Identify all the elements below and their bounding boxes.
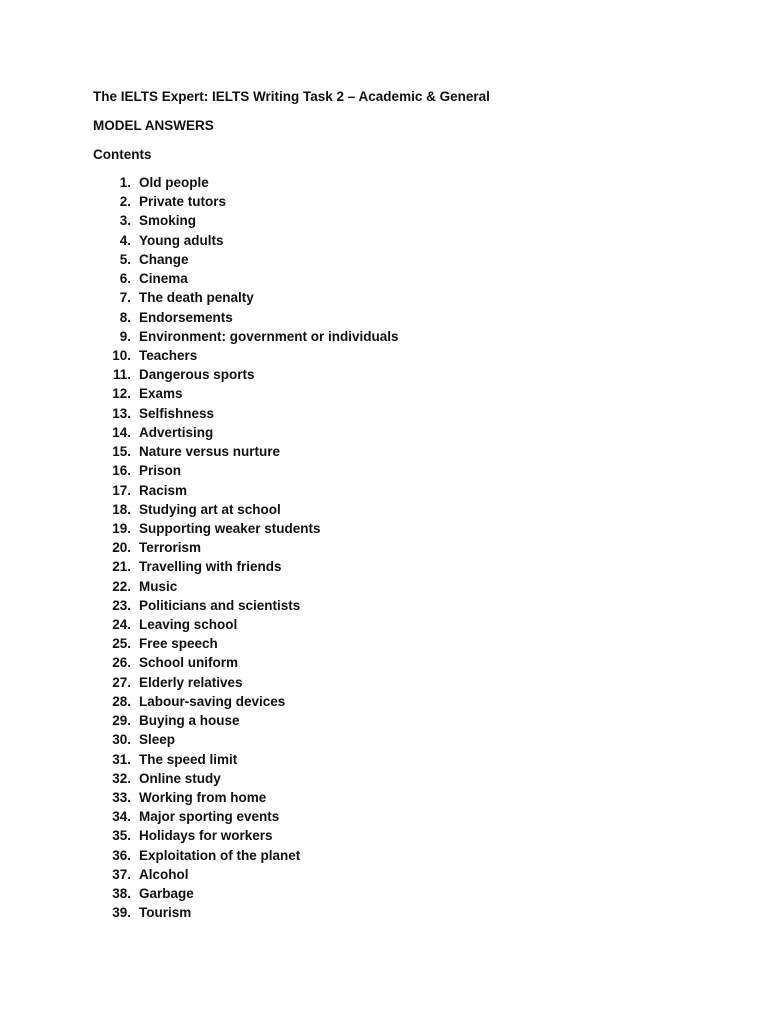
contents-heading: Contents: [93, 147, 152, 162]
contents-item-number: 39.: [112, 905, 131, 921]
contents-item-label: Leaving school: [139, 617, 238, 633]
contents-item-number: 22.: [112, 578, 131, 594]
document-title: The IELTS Expert: IELTS Writing Task 2 – Academic & General: [93, 89, 490, 104]
contents-item-number: 34.: [112, 809, 131, 825]
contents-item-number: 7.: [119, 290, 131, 306]
contents-item-label: Private tutors: [139, 194, 227, 210]
contents-item-label: Music: [139, 578, 178, 594]
contents-item-number: 15.: [112, 444, 131, 460]
contents-item-number: 24.: [112, 617, 131, 633]
contents-item-label: Politicians and scientists: [139, 597, 301, 613]
contents-item-label: Tourism: [139, 905, 192, 921]
contents-item-number: 1.: [119, 175, 131, 190]
contents-item-label: Smoking: [139, 213, 197, 229]
contents-item-label: The death penalty: [139, 290, 254, 306]
contents-item-label: Selfishness: [139, 405, 215, 421]
contents-item-label: Studying art at school: [139, 501, 281, 517]
contents-item-number: 23.: [112, 597, 131, 613]
contents-item-number: 32.: [112, 770, 131, 786]
contents-item-label: Major sporting events: [139, 809, 280, 825]
contents-item-number: 6.: [119, 271, 131, 287]
contents-item-label: Online study: [139, 770, 221, 786]
contents-item-number: 12.: [112, 386, 131, 402]
contents-item-label: Labour-saving devices: [139, 693, 286, 709]
contents-item-number: 35.: [112, 828, 131, 844]
contents-item-label: Terrorism: [139, 540, 202, 556]
contents-item-number: 30.: [112, 732, 131, 748]
contents-item-label: Holidays for workers: [139, 828, 273, 844]
contents-item-label: School uniform: [139, 655, 238, 671]
contents-item-label: Change: [139, 251, 189, 267]
contents-item-number: 37.: [112, 866, 131, 882]
contents-item-label: Advertising: [139, 424, 214, 440]
contents-item-label: Free speech: [139, 636, 218, 652]
contents-item-number: 13.: [112, 405, 131, 421]
contents-item-number: 2.: [119, 194, 131, 210]
contents-item-label: Environment: government or individuals: [139, 328, 399, 344]
contents-item-number: 28.: [112, 693, 131, 709]
contents-item-number: 31.: [112, 751, 131, 767]
contents-item-number: 19.: [112, 520, 131, 536]
contents-item-number: 14.: [112, 424, 131, 440]
contents-item-label: Buying a house: [139, 713, 240, 729]
contents-item-number: 25.: [112, 636, 131, 652]
contents-item-number: 27.: [112, 674, 131, 690]
contents-item-label: Exams: [139, 386, 183, 402]
contents-item-number: 11.: [112, 367, 131, 383]
contents-item-number: 3.: [119, 213, 131, 229]
contents-item-number: 33.: [112, 790, 131, 805]
contents-item-label: Racism: [139, 482, 188, 498]
contents-item-label: Exploitation of the planet: [139, 847, 301, 863]
contents-item-number: 9.: [119, 328, 131, 344]
contents-item-number: 10.: [112, 347, 131, 363]
contents-item-label: Supporting weaker students: [139, 520, 321, 536]
contents-item-number: 16.: [112, 463, 131, 479]
contents-item-label: Old people: [139, 175, 209, 190]
contents-item-label: Young adults: [139, 232, 224, 248]
contents-item-number: 21.: [112, 559, 131, 575]
contents-item-label: Endorsements: [139, 309, 233, 325]
contents-item-number: 38.: [112, 886, 131, 902]
contents-item-label: Garbage: [139, 886, 194, 902]
contents-item-number: 5.: [119, 251, 131, 267]
contents-item-number: 26.: [112, 655, 131, 671]
document-subtitle: MODEL ANSWERS: [93, 118, 214, 133]
contents-item-label: Teachers: [139, 347, 198, 363]
contents-item-number: 17.: [112, 482, 131, 498]
contents-item-label: Nature versus nurture: [139, 444, 281, 460]
contents-item-label: Cinema: [139, 271, 188, 287]
contents-item-number: 29.: [112, 713, 131, 729]
contents-item-label: The speed limit: [139, 751, 238, 767]
contents-item-label: Dangerous sports: [139, 367, 255, 383]
contents-item-label: Working from home: [139, 790, 267, 805]
contents-item-label: Prison: [139, 463, 182, 479]
contents-item-label: Alcohol: [139, 866, 189, 882]
contents-item-label: Travelling with friends: [139, 559, 282, 575]
contents-item-number: 18.: [112, 501, 131, 517]
contents-item-number: 36.: [112, 847, 131, 863]
contents-item-number: 20.: [112, 540, 131, 556]
contents-item-number: 8.: [119, 309, 131, 325]
contents-item-label: Elderly relatives: [139, 674, 243, 690]
contents-item-label: Sleep: [139, 732, 176, 748]
contents-item-number: 4.: [119, 232, 131, 248]
